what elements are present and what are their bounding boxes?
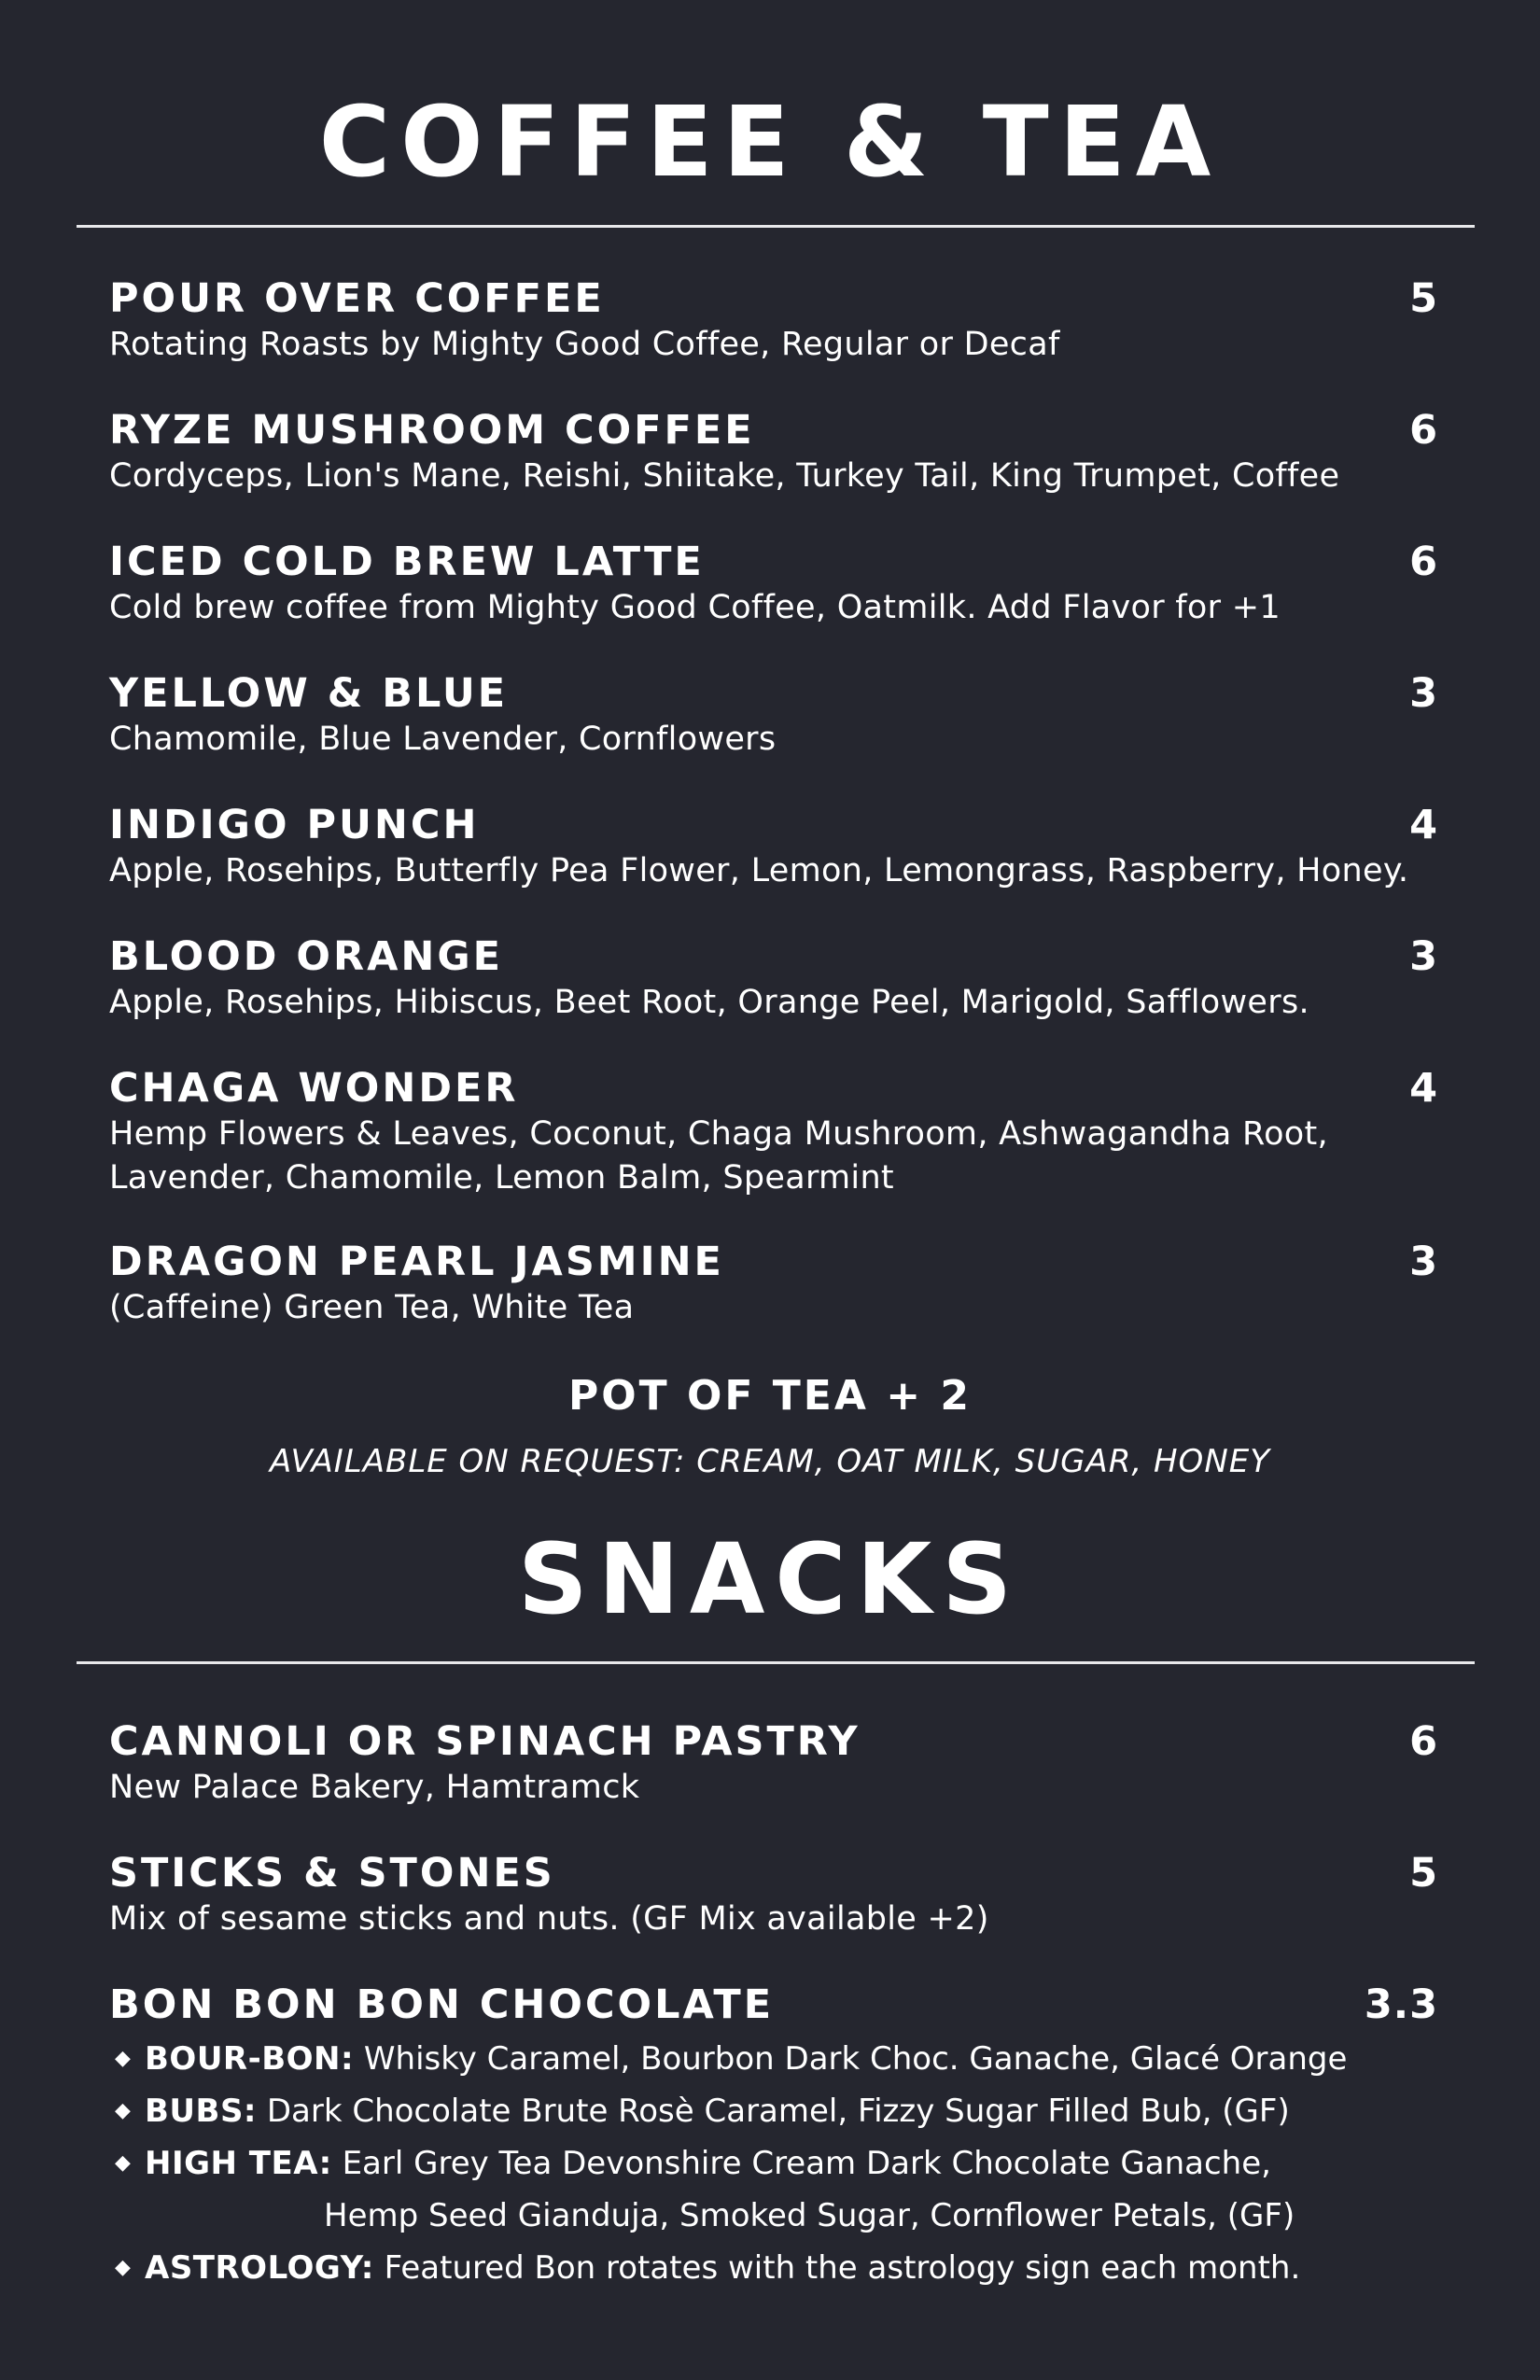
item-name: POUR OVER COFFEE — [109, 275, 605, 322]
item-name: STICKS & STONES — [109, 1850, 555, 1897]
item-price: 5 — [1409, 1850, 1438, 1897]
item-price: 3 — [1409, 933, 1438, 980]
item-price: 3 — [1409, 1239, 1438, 1285]
item-description: Cordyceps, Lion's Mane, Reishi, Shiitake, Turkey Tail, King Trumpet, Coffee — [109, 457, 1340, 495]
bonbon-item-bour-bon — [109, 2033, 1444, 2085]
item-description: Mix of sesame sticks and nuts. (GF Mix available +2) — [109, 1900, 989, 1938]
item-price: 6 — [1409, 1718, 1438, 1765]
available-on-request-note: AVAILABLE ON REQUEST: CREAM, OAT MILK, SUGAR, HONEY — [269, 1443, 1270, 1480]
bonbon-description: Earl Grey Tea Devonshire Cream Dark Chocolate Ganache, — [331, 2145, 1271, 2182]
item-description: Cold brew coffee from Mighty Good Coffee, Oatmilk. Add Flavor for +1 — [109, 589, 1281, 626]
diamond-bullet-icon: ◆ — [115, 2047, 131, 2070]
item-description: (Caffeine) Green Tea, White Tea — [109, 1289, 635, 1326]
diamond-bullet-icon: ◆ — [115, 2256, 131, 2279]
item-description: Apple, Rosehips, Hibiscus, Beet Root, Orange Peel, Marigold, Safflowers. — [109, 984, 1309, 1021]
item-price: 6 — [1409, 539, 1438, 585]
bonbon-list — [109, 2033, 1444, 2294]
diamond-bullet-icon: ◆ — [115, 2099, 131, 2122]
bonbon-description: Dark Chocolate Brute Rosè Caramel, Fizzy Sugar Filled Bub, (GF) — [257, 2093, 1290, 2130]
menu-item-blood-orange — [109, 932, 1438, 1025]
menu-item-dragon-pearl-jasmine — [109, 1238, 1438, 1330]
snacks-title: SNACKS — [517, 1522, 1023, 1636]
bonbon-description: Whisky Caramel, Bourbon Dark Choc. Ganache, Glacé Orange — [354, 2040, 1348, 2078]
menu-item-ryze-mushroom-coffee — [109, 406, 1438, 498]
item-price: 4 — [1409, 802, 1438, 848]
item-name: BLOOD ORANGE — [109, 933, 504, 980]
item-price: 4 — [1409, 1065, 1438, 1112]
bonbon-label: BOUR-BON: — [145, 2040, 355, 2078]
menu-item-pour-over-coffee — [109, 274, 1438, 367]
bonbon-label: ASTROLOGY: — [145, 2249, 374, 2287]
bonbon-item-high-tea-continued — [109, 2190, 1444, 2242]
coffee-tea-title: COFFEE & TEA — [318, 85, 1222, 199]
bonbon-description: Featured Bon rotates with the astrology sign each month. — [373, 2249, 1301, 2287]
item-description: Hemp Flowers & Leaves, Coconut, Chaga Mushroom, Ashwagandha Root, — [109, 1115, 1328, 1153]
bonbon-label: HIGH TEA: — [145, 2145, 332, 2182]
item-name: CANNOLI OR SPINACH PASTRY — [109, 1718, 861, 1765]
item-name: BON BON BON CHOCOLATE — [109, 1981, 775, 2028]
item-name: INDIGO PUNCH — [109, 802, 480, 848]
item-description-line-2: Lavender, Chamomile, Lemon Balm, Spearmint — [109, 1159, 894, 1197]
menu-item-cannoli-or-spinach-pastry — [109, 1717, 1438, 1810]
menu-item-sticks-and-stones — [109, 1849, 1438, 1941]
menu-item-bon-bon-bon-chocolate — [109, 1981, 1438, 2029]
bonbon-item-astrology — [109, 2242, 1444, 2294]
menu-item-iced-cold-brew-latte — [109, 538, 1438, 630]
snacks-divider — [77, 1661, 1475, 1664]
diamond-bullet-icon: ◆ — [115, 2151, 131, 2175]
item-price: 6 — [1409, 407, 1438, 454]
pot-of-tea-note: POT OF TEA + 2 — [567, 1372, 972, 1420]
item-name: RYZE MUSHROOM COFFEE — [109, 407, 755, 454]
item-name: ICED COLD BREW LATTE — [109, 539, 705, 585]
bonbon-label: BUBS: — [145, 2093, 258, 2130]
item-price: 3.3 — [1364, 1981, 1438, 2028]
bonbon-item-high-tea — [109, 2137, 1444, 2190]
bonbon-description-line-2: Hemp Seed Gianduja, Smoked Sugar, Cornflower Petals, (GF) — [324, 2197, 1295, 2234]
item-description: Chamomile, Blue Lavender, Cornflowers — [109, 721, 777, 758]
menu-item-yellow-and-blue — [109, 669, 1438, 762]
item-description: Rotating Roasts by Mighty Good Coffee, Regular or Decaf — [109, 326, 1060, 363]
bonbon-item-bubs — [109, 2085, 1444, 2137]
item-price: 5 — [1409, 275, 1438, 322]
coffee-tea-divider — [77, 225, 1475, 228]
item-description: Apple, Rosehips, Butterfly Pea Flower, Lemon, Lemongrass, Raspberry, Honey. — [109, 852, 1409, 889]
item-name: YELLOW & BLUE — [109, 670, 509, 717]
menu-item-indigo-punch — [109, 801, 1438, 893]
menu-item-chaga-wonder — [109, 1064, 1438, 1200]
item-name: DRAGON PEARL JASMINE — [109, 1239, 724, 1285]
item-price: 3 — [1409, 670, 1438, 717]
item-description: New Palace Bakery, Hamtramck — [109, 1769, 640, 1806]
item-name: CHAGA WONDER — [109, 1065, 519, 1112]
